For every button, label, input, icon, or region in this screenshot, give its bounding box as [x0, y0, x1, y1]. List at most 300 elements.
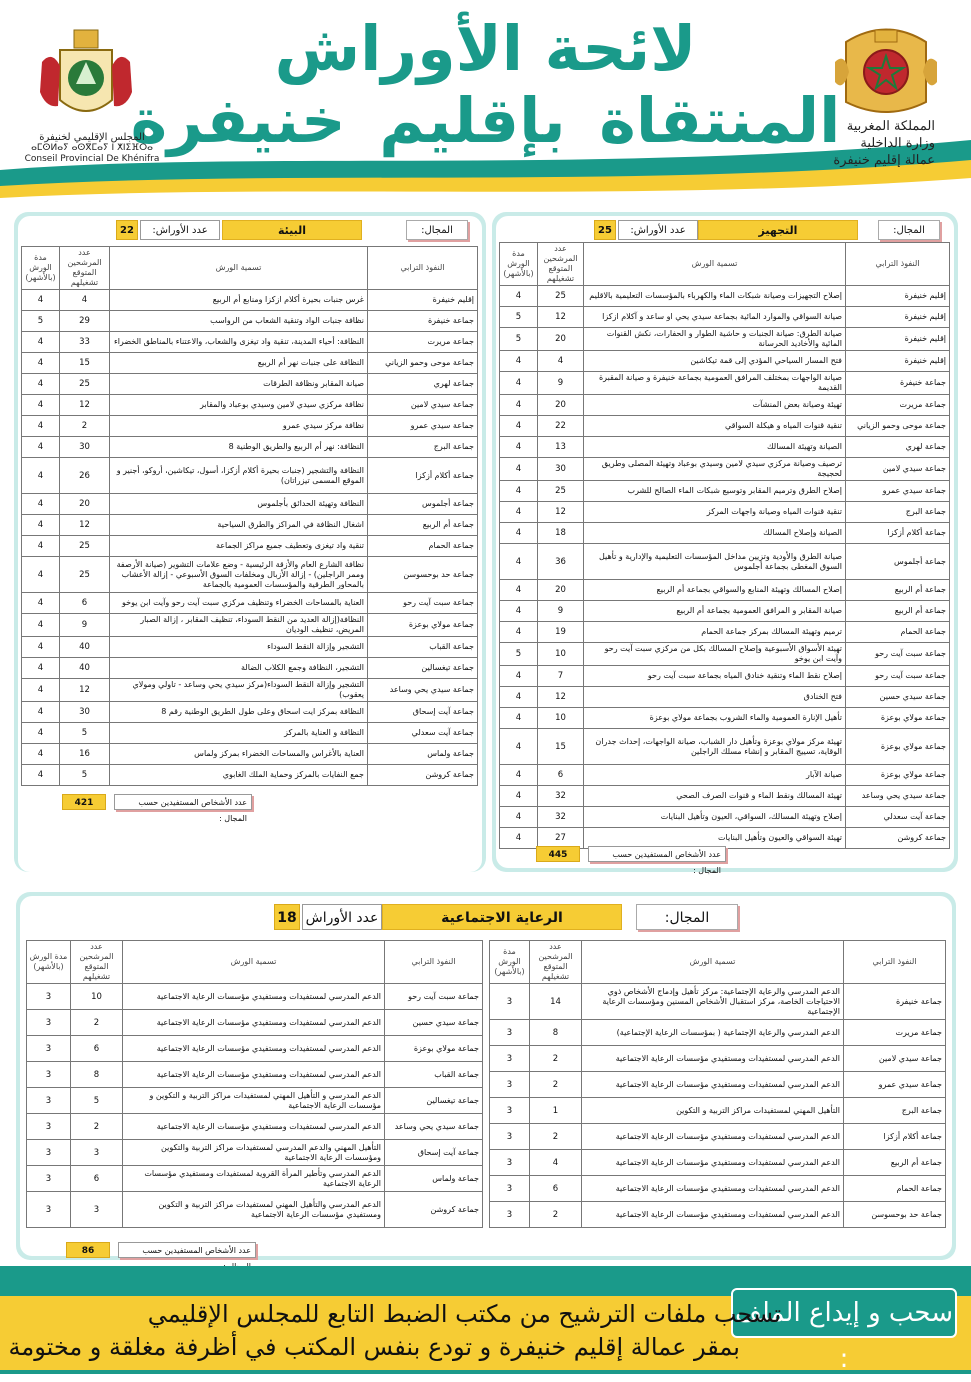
- cell-duration: 3: [27, 1088, 71, 1114]
- cell-commune: جماعة آيت سعدلي: [368, 723, 478, 744]
- cell-commune: جماعة سيدي لامين: [846, 458, 950, 481]
- cell-duration: 5: [500, 307, 538, 328]
- table-row: [22, 765, 478, 786]
- cell-workshop-name: الدعم المدرسي لمستفيدات ومستفيدي مؤسسات الرعاية الاجتماعية: [123, 984, 385, 1010]
- cell-workshop-name: الدعم المدرسي لمستفيدات ومستفيدي مؤسسات الرعاية الاجتماعية: [582, 1072, 844, 1098]
- cell-duration: 4: [22, 437, 60, 458]
- cell-workshop-name: غرس جنبات بحيرة أكلام ازكزا ومنابع أم الربيع: [110, 290, 368, 311]
- cell-duration: 4: [22, 395, 60, 416]
- cell-workshop-name: إصلاح نقط الماء وتنقية خنادق المياه بجماعة سبت آيت رحو: [584, 666, 846, 687]
- cell-workshop-name: الدعم المدرسي لمستفيدات ومستفيدي مؤسسات الرعاية الاجتماعية: [123, 1062, 385, 1088]
- cell-beneficiaries: 2: [60, 416, 110, 437]
- env-total-label: عدد الأشخاص المستفيدين حسب المجال :: [114, 794, 252, 810]
- cell-beneficiaries: 20: [538, 580, 584, 601]
- env-field-name: البيئة: [222, 220, 362, 240]
- cell-duration: 4: [500, 437, 538, 458]
- table-row: [27, 1140, 483, 1166]
- cell-workshop-name: ترصيف وصيانة مركزي سيدي لامين وسيدي بوعباد وتهيئة المصلى وطريق لحجيجة: [584, 458, 846, 481]
- cell-duration: 4: [22, 494, 60, 515]
- table-row: [27, 1114, 483, 1140]
- col-header-beneficiaries: عدد المرشحين المتوقع تشغيلهم: [530, 941, 582, 984]
- col-header-name: تسمية الورش: [582, 941, 844, 984]
- cell-beneficiaries: 40: [60, 658, 110, 679]
- cell-duration: 3: [490, 1098, 530, 1124]
- cell-commune: جماعة حد بوحسوسن: [844, 1202, 946, 1228]
- cell-beneficiaries: 2: [530, 1046, 582, 1072]
- cell-commune: جماعة أجلموس: [368, 494, 478, 515]
- cell-duration: 4: [22, 374, 60, 395]
- table-row: [490, 984, 946, 1020]
- env-total-value: 421: [62, 794, 106, 810]
- cell-commune: جماعة أكلام أزكزا: [368, 458, 478, 494]
- table-row: [22, 395, 478, 416]
- cell-workshop-name: النظافة بمركز ايت اسحاق وعلى طول الطريق الوطنية رقم 8: [110, 702, 368, 723]
- cell-duration: 3: [490, 984, 530, 1020]
- cell-workshop-name: النظافة و العناية بالمركز: [110, 723, 368, 744]
- cell-commune: جماعة أم الربيع: [846, 601, 950, 622]
- cell-beneficiaries: 3: [71, 1192, 123, 1228]
- col-header-name: تسمية الورش: [110, 247, 368, 290]
- cell-workshop-name: اشغال النظافة في المراكز والطرق السياحية: [110, 515, 368, 536]
- table-row: [22, 311, 478, 332]
- table-row: [500, 307, 950, 328]
- col-header-duration: مدة الورش (بالأشهر): [22, 247, 60, 290]
- table-row: [490, 1098, 946, 1124]
- env-count-value: 22: [116, 220, 138, 240]
- cell-commune: إقليم خنيفرة: [368, 290, 478, 311]
- cell-commune: جماعة البرج: [846, 502, 950, 523]
- cell-duration: 4: [22, 702, 60, 723]
- table-row: [500, 544, 950, 580]
- cell-beneficiaries: 2: [71, 1010, 123, 1036]
- footer-text-line1: تسحب ملفات الترشيح من مكتب الضبط التابع للمجلس الإقليمي: [147, 1300, 781, 1328]
- table-row: [500, 328, 950, 351]
- cell-commune: جماعة أم الربيع: [844, 1150, 946, 1176]
- cell-duration: 3: [490, 1020, 530, 1046]
- cell-workshop-name: صيانة المقابر و المرافق العمومية بجماعة أم الربيع: [584, 601, 846, 622]
- cell-duration: 4: [22, 614, 60, 637]
- cell-commune: جماعة سيدي عمرو: [844, 1072, 946, 1098]
- cell-workshop-name: إصلاح وتهيئة المسالك، السواقي، العيون وتأهيل البنايات: [584, 807, 846, 828]
- cell-commune: جماعة سيدي عمرو: [846, 481, 950, 502]
- cell-beneficiaries: 36: [538, 544, 584, 580]
- cell-workshop-name: النظافة على جنبات نهر أم الربيع: [110, 353, 368, 374]
- cell-duration: 4: [500, 286, 538, 307]
- cell-commune: جماعة مريرت: [846, 395, 950, 416]
- table-row: [22, 536, 478, 557]
- infra-field-label: المجال:: [878, 220, 940, 240]
- ministry-line-interior: وزارة الداخلية: [860, 136, 935, 151]
- cell-commune: جماعة ولماس: [385, 1166, 483, 1192]
- cell-beneficiaries: 29: [60, 311, 110, 332]
- cell-beneficiaries: 25: [60, 536, 110, 557]
- cell-workshop-name: إصلاح التجهيزات وصيانة شبكات الماء والكهرباء بالمؤسسات التعليمية بالاقليم: [584, 286, 846, 307]
- col-header-commune: النفوذ الترابي: [846, 243, 950, 286]
- cell-workshop-name: صيانة السواقي والموارد المائية بجماعة سيدي يحي او ساعد و آكلام ازكزا: [584, 307, 846, 328]
- env-count-label: عدد الأوراش:: [140, 220, 220, 240]
- cell-duration: 3: [490, 1202, 530, 1228]
- table-row: [500, 437, 950, 458]
- table-row: [500, 708, 950, 729]
- table-row: [500, 643, 950, 666]
- cell-workshop-name: تهيئة المسالك ونقط الماء و قنوات الصرف الصحي: [584, 786, 846, 807]
- table-row: [22, 744, 478, 765]
- cell-duration: 3: [27, 984, 71, 1010]
- table-row: [500, 416, 950, 437]
- cell-commune: جماعة سيدي يحي وساعد: [846, 786, 950, 807]
- cell-beneficiaries: 4: [538, 351, 584, 372]
- cell-duration: 3: [27, 1192, 71, 1228]
- social-count-label: عدد الأوراش: [302, 904, 382, 930]
- cell-commune: جماعة كروشن: [385, 1192, 483, 1228]
- table-row: [22, 374, 478, 395]
- table-row: [500, 666, 950, 687]
- cell-beneficiaries: 10: [71, 984, 123, 1010]
- table-row: [500, 351, 950, 372]
- cell-beneficiaries: 10: [538, 708, 584, 729]
- cell-workshop-name: الدعم المدرسي لمستفيدات ومستفيدي مؤسسات الرعاية الاجتماعية: [123, 1036, 385, 1062]
- cell-workshop-name: الدعم المدرسي والتأهيل المهني لمستفيدات مراكز التربية و التكوين ومستفيدي مؤسسات الرعاية الاجتماعية: [123, 1192, 385, 1228]
- cell-commune: جماعة مولاي بوعزة: [385, 1036, 483, 1062]
- infra-panel: [496, 216, 954, 875]
- cell-beneficiaries: 26: [60, 458, 110, 494]
- env-field-label: المجال:: [406, 220, 468, 240]
- provincial-council-emblem-icon: [30, 22, 142, 130]
- cell-commune: إقليم خنيفرة: [846, 286, 950, 307]
- table-row: [500, 458, 950, 481]
- table-row: [500, 807, 950, 828]
- cell-workshop-name: العناية بالأغراس والمساحات الخضراء بمركز ولماس: [110, 744, 368, 765]
- footer-submission-label: سحب و إيداع الملف :: [731, 1288, 957, 1338]
- cell-commune: جماعة مولاي بوعزة: [846, 708, 950, 729]
- table-row: [22, 557, 478, 593]
- council-line-arabic: المجلس الإقليمي لخنيفرة: [39, 132, 145, 143]
- cell-duration: 4: [22, 557, 60, 593]
- cell-workshop-name: الدعم المدرسي و التأهيل المهني لمستفيدات مراكز التربية و التكوين و مؤسسات الرعاية الاجتماعية: [123, 1088, 385, 1114]
- cell-workshop-name: التأهيل المهني والدعم المدرسي لمستفيدات مراكز التربية والتكوين ومؤسسات الرعاية الاجتماعية: [123, 1140, 385, 1166]
- cell-beneficiaries: 20: [538, 395, 584, 416]
- cell-beneficiaries: 25: [60, 557, 110, 593]
- cell-commune: جماعة ولماس: [368, 744, 478, 765]
- col-header-commune: النفوذ الترابي: [385, 941, 483, 984]
- cell-beneficiaries: 2: [71, 1114, 123, 1140]
- table-row: [500, 372, 950, 395]
- cell-commune: جماعة موحى وحمو الزياني: [846, 416, 950, 437]
- cell-duration: 4: [500, 786, 538, 807]
- cell-beneficiaries: 22: [538, 416, 584, 437]
- cell-commune: جماعة سيدي حسين: [385, 1010, 483, 1036]
- social-panel: [20, 896, 952, 1256]
- col-header-beneficiaries: عدد المرشحين المتوقع تشغيلهم: [60, 247, 110, 290]
- cell-duration: 4: [500, 687, 538, 708]
- cell-commune: جماعة سبت آيت رحو: [368, 593, 478, 614]
- cell-workshop-name: تأهيل الإنارة العمومية والماء الشروب بجماعة مولاي بوعزة: [584, 708, 846, 729]
- infra-table: [499, 242, 950, 849]
- cell-beneficiaries: 33: [60, 332, 110, 353]
- cell-duration: 4: [500, 828, 538, 849]
- table-row: [490, 1072, 946, 1098]
- social-field-label: المجال:: [636, 904, 738, 930]
- col-header-duration: مدة الورش (بالأشهر): [500, 243, 538, 286]
- cell-duration: 4: [500, 502, 538, 523]
- cell-beneficiaries: 12: [538, 307, 584, 328]
- cell-beneficiaries: 30: [60, 437, 110, 458]
- cell-beneficiaries: 2: [530, 1072, 582, 1098]
- table-row: [27, 1010, 483, 1036]
- cell-commune: جماعة الحمام: [846, 622, 950, 643]
- cell-duration: 3: [490, 1072, 530, 1098]
- cell-workshop-name: صيانة الآبار: [584, 765, 846, 786]
- cell-workshop-name: نظافة الشارع العام والأزقة الرئيسية - وضع علامات التشوير (صيانة الأرصفة وممر الراجلين) - إزالة الأزبال ومخلفات السوق الأسبوعي - إزالة الأعشاب بالمحاور الطرقية والمؤسسات العمومية بالجماعة: [110, 557, 368, 593]
- cell-commune: جماعة مريرت: [368, 332, 478, 353]
- cell-duration: 4: [22, 290, 60, 311]
- table-row: [500, 622, 950, 643]
- page-title-line1: لائحة الأوراش: [274, 12, 697, 85]
- cell-duration: 3: [27, 1166, 71, 1192]
- table-row: [22, 658, 478, 679]
- council-line-french: Conseil Provincial De Khénifra: [24, 154, 160, 164]
- table-row: [500, 601, 950, 622]
- cell-beneficiaries: 12: [538, 502, 584, 523]
- table-row: [27, 1166, 483, 1192]
- cell-duration: 4: [22, 744, 60, 765]
- cell-commune: جماعة تيغسالين: [385, 1088, 483, 1114]
- cell-commune: جماعة مولاي بوعزة: [846, 765, 950, 786]
- cell-duration: 4: [22, 536, 60, 557]
- table-row: [500, 395, 950, 416]
- cell-duration: 4: [500, 481, 538, 502]
- cell-commune: جماعة سبت آيت رحو: [385, 984, 483, 1010]
- table-row: [27, 1192, 483, 1228]
- cell-workshop-name: الدعم المدرسي لمستفيدات ومستفيدي مؤسسات الرعاية الاجتماعية: [582, 1202, 844, 1228]
- cell-beneficiaries: 6: [530, 1176, 582, 1202]
- cell-duration: 4: [22, 515, 60, 536]
- cell-workshop-name: تنقية واد تيغزى وتعطيف جميع مراكز الجماعة: [110, 536, 368, 557]
- col-header-commune: النفوذ الترابي: [368, 247, 478, 290]
- kingdom-coat-of-arms-icon: [831, 22, 941, 120]
- cell-duration: 4: [500, 416, 538, 437]
- table-row: [490, 1046, 946, 1072]
- cell-workshop-name: صيانة الواجهات بمختلف المرافق العمومية بجماعة خنيفرة و صيانة المقبرة القديمة: [584, 372, 846, 395]
- cell-beneficiaries: 8: [530, 1020, 582, 1046]
- cell-beneficiaries: 6: [538, 765, 584, 786]
- cell-beneficiaries: 32: [538, 807, 584, 828]
- cell-workshop-name: تهيئة الأسواق الأسبوعية وإصلاح المسالك بكل من مركزي سبت آيت رحو وآيت ابن يوخو: [584, 643, 846, 666]
- table-row: [22, 290, 478, 311]
- cell-duration: 4: [500, 807, 538, 828]
- social-table-right: [489, 940, 946, 1228]
- cell-commune: جماعة كروشن: [368, 765, 478, 786]
- cell-duration: 3: [27, 1010, 71, 1036]
- env-panel: [18, 216, 482, 872]
- cell-beneficiaries: 4: [60, 290, 110, 311]
- cell-workshop-name: النظافة وتهيئة الحدائق بأجلموس: [110, 494, 368, 515]
- cell-duration: 4: [500, 395, 538, 416]
- cell-duration: 4: [500, 708, 538, 729]
- table-row: [500, 580, 950, 601]
- table-row: [500, 286, 950, 307]
- table-row: [500, 523, 950, 544]
- cell-duration: 4: [22, 765, 60, 786]
- cell-workshop-name: تنقية قنوات المياه و هيكلة السواقي: [584, 416, 846, 437]
- cell-beneficiaries: 20: [538, 328, 584, 351]
- table-row: [500, 687, 950, 708]
- cell-workshop-name: تنقية قنوات المياه وصيانة واجهات المركز: [584, 502, 846, 523]
- cell-commune: جماعة موحى وحمو الزياني: [368, 353, 478, 374]
- cell-commune: جماعة الحمام: [844, 1176, 946, 1202]
- cell-workshop-name: صيانة الطرق: صيانة الجنبات و حاشية الطوار و الحفارات، نكش القنوات المائية والأخاديد الحرسانة: [584, 328, 846, 351]
- col-header-commune: النفوذ الترابي: [844, 941, 946, 984]
- cell-beneficiaries: 2: [530, 1124, 582, 1150]
- cell-commune: جماعة أم الربيع: [846, 580, 950, 601]
- cell-workshop-name: تهيئة مركز مولاي بوعزة وتأهيل دار الشباب، صيانة الواجهات، إحداث جدران الوقاية، تسييج المقابر و إنشاء مسلك الراجلين: [584, 729, 846, 765]
- cell-duration: 4: [22, 458, 60, 494]
- table-row: [500, 786, 950, 807]
- table-row: [500, 481, 950, 502]
- cell-workshop-name: العناية بالمساحات الخضراء وتنظيف مركزي سبت آيت رحو وآيت ابن يوخو: [110, 593, 368, 614]
- ministry-line-kingdom: المملكة المغربية: [846, 119, 935, 134]
- cell-beneficiaries: 25: [538, 481, 584, 502]
- cell-beneficiaries: 18: [538, 523, 584, 544]
- cell-commune: جماعة سيدي يحي وساعد: [385, 1114, 483, 1140]
- table-row: [22, 494, 478, 515]
- cell-beneficiaries: 4: [530, 1150, 582, 1176]
- cell-duration: 4: [22, 593, 60, 614]
- cell-commune: جماعة البرج: [368, 437, 478, 458]
- table-row: [27, 1062, 483, 1088]
- cell-beneficiaries: 12: [60, 679, 110, 702]
- social-count-value: 18: [274, 904, 300, 930]
- cell-duration: 4: [22, 637, 60, 658]
- cell-beneficiaries: 8: [71, 1062, 123, 1088]
- cell-workshop-name: النظافة: نهر أم الربيع والطريق الوطنية 8: [110, 437, 368, 458]
- table-row: [22, 637, 478, 658]
- table-row: [22, 332, 478, 353]
- cell-beneficiaries: 5: [60, 723, 110, 744]
- cell-workshop-name: نظافة مركز سيدي عمرو: [110, 416, 368, 437]
- social-field-name: الرعاية الاجتماعية: [382, 904, 622, 930]
- cell-workshop-name: الدعم المدرسي والرعاية الإجتماعية ( بمؤسسات الرعاية الإجتماعية): [582, 1020, 844, 1046]
- cell-workshop-name: التشجير وإزالة النقط السوداء(مركز سيدي يحي وساعد - تاولي ومولاي يعقوب): [110, 679, 368, 702]
- cell-duration: 4: [22, 723, 60, 744]
- table-row: [27, 1036, 483, 1062]
- cell-commune: جماعة آيت سعدلي: [846, 807, 950, 828]
- cell-beneficiaries: 27: [538, 828, 584, 849]
- cell-beneficiaries: 1: [530, 1098, 582, 1124]
- cell-workshop-name: التأهيل المهني لمستفيدات مراكز التربية و التكوين: [582, 1098, 844, 1124]
- cell-commune: جماعة أكلام أزكزا: [846, 523, 950, 544]
- cell-duration: 4: [500, 729, 538, 765]
- cell-duration: 4: [500, 523, 538, 544]
- col-header-beneficiaries: عدد المرشحين المتوقع تشغيلهم: [538, 243, 584, 286]
- cell-workshop-name: إصلاح المسالك وتهيئة المنابع والسواقي بجماعة أم الربيع: [584, 580, 846, 601]
- cell-workshop-name: الدعم المدرسي وتأطير المرأة القروية لمستفيدات ومستفيدي مؤسسات الرعاية الاجتماعية: [123, 1166, 385, 1192]
- infra-count-label: عدد الأوراش:: [618, 220, 698, 240]
- cell-workshop-name: النظافة(إزالة العديد من النقط السوداء، تنظيف المقابر ، إزالة الصبار المريض، تنظيف الوديان: [110, 614, 368, 637]
- cell-beneficiaries: 30: [60, 702, 110, 723]
- cell-workshop-name: الدعم المدرسي والرعاية الإجتماعية: مركز تأهيل وإدماج الأشخاص ذوي الاحتياجات الخاصة، مركز استقبال الأشخاص المسنين ومؤسسات الرعاية الإجتماعية: [582, 984, 844, 1020]
- cell-workshop-name: الدعم المدرسي لمستفيدات ومستفيدي مؤسسات الرعاية الاجتماعية: [582, 1176, 844, 1202]
- table-row: [22, 679, 478, 702]
- ministry-text-block: [815, 118, 935, 169]
- cell-workshop-name: الدعم المدرسي لمستفيدات ومستفيدي مؤسسات الرعاية الاجتماعية: [123, 1114, 385, 1140]
- cell-workshop-name: جمع النفايات بالمركز وحماية الملك الغابوي: [110, 765, 368, 786]
- cell-commune: جماعة مولاي بوعزة: [846, 729, 950, 765]
- cell-commune: جماعة القباب: [385, 1062, 483, 1088]
- cell-workshop-name: إصلاح الطرق وترميم المقابر وتوسيع شبكات الماء الصالح للشرب: [584, 481, 846, 502]
- col-header-duration: مدة الورش (بالأشهر): [27, 941, 71, 984]
- cell-commune: جماعة مولاي بوعزة: [368, 614, 478, 637]
- social-table-left: [26, 940, 483, 1228]
- cell-beneficiaries: 14: [530, 984, 582, 1020]
- table-row: [22, 353, 478, 374]
- cell-beneficiaries: 2: [530, 1202, 582, 1228]
- table-row: [22, 515, 478, 536]
- table-row: [490, 1020, 946, 1046]
- cell-workshop-name: صيانة الطرق والأودية وتزيين مداخل المؤسسات التعليمية والإدارية و تأهيل السوق المغطى بجماعة أجلموس: [584, 544, 846, 580]
- cell-workshop-name: الصيانة وإصلاح المسالك: [584, 523, 846, 544]
- social-total-value: 86: [66, 1242, 110, 1258]
- cell-commune: جماعة سيدي يحي وساعد: [368, 679, 478, 702]
- env-table: [21, 246, 478, 786]
- cell-workshop-name: الدعم المدرسي لمستفيدات ومستفيدي مؤسسات الرعاية الاجتماعية: [582, 1046, 844, 1072]
- cell-commune: جماعة سيدي حسين: [846, 687, 950, 708]
- cell-beneficiaries: 5: [71, 1088, 123, 1114]
- cell-beneficiaries: 6: [71, 1036, 123, 1062]
- cell-commune: جماعة القباب: [368, 637, 478, 658]
- social-total-row: [66, 1242, 266, 1258]
- cell-beneficiaries: 25: [538, 286, 584, 307]
- cell-duration: 3: [27, 1140, 71, 1166]
- cell-commune: جماعة لهري: [846, 437, 950, 458]
- infra-field-name: التجهيز: [698, 220, 858, 240]
- cell-duration: 4: [22, 658, 60, 679]
- cell-commune: جماعة سيدي لامين: [844, 1046, 946, 1072]
- table-row: [22, 614, 478, 637]
- cell-beneficiaries: 3: [71, 1140, 123, 1166]
- cell-beneficiaries: 15: [538, 729, 584, 765]
- cell-commune: جماعة تيغسالين: [368, 658, 478, 679]
- cell-beneficiaries: 25: [60, 374, 110, 395]
- cell-commune: جماعة سبت آيت رحو: [846, 666, 950, 687]
- cell-beneficiaries: 9: [60, 614, 110, 637]
- cell-workshop-name: النظافة والتشجير (جنبات بحيرة أكلام أزكزا، أسول، تيكاشين، أروكو، أجنير و الموقع المسمى تيزراتان): [110, 458, 368, 494]
- page-header: [0, 0, 971, 200]
- cell-workshop-name: تهيئة السواقي والعيون وتأهيل البنايات: [584, 828, 846, 849]
- ministry-line-province: عمالة إقليم خنيفرة: [833, 153, 935, 168]
- table-row: [490, 1202, 946, 1228]
- cell-commune: إقليم خنيفرة: [846, 328, 950, 351]
- cell-commune: جماعة خنيفرة: [368, 311, 478, 332]
- cell-workshop-name: الدعم المدرسي لمستفيدات ومستفيدي مؤسسات الرعاية الاجتماعية: [582, 1124, 844, 1150]
- cell-beneficiaries: 6: [60, 593, 110, 614]
- cell-commune: جماعة أكلام أزكزا: [844, 1124, 946, 1150]
- table-row: [22, 416, 478, 437]
- cell-duration: 3: [27, 1036, 71, 1062]
- table-row: [22, 437, 478, 458]
- col-header-duration: مدة الورش (بالأشهر): [490, 941, 530, 984]
- cell-beneficiaries: 32: [538, 786, 584, 807]
- cell-duration: 4: [500, 622, 538, 643]
- cell-beneficiaries: 20: [60, 494, 110, 515]
- cell-commune: جماعة حد بوحسوسن: [368, 557, 478, 593]
- cell-duration: 4: [500, 601, 538, 622]
- cell-workshop-name: التشجير وإزالة النقط السوداء: [110, 637, 368, 658]
- cell-beneficiaries: 10: [538, 643, 584, 666]
- table-row: [27, 1088, 483, 1114]
- cell-duration: 4: [500, 351, 538, 372]
- infra-total-label: عدد الأشخاص المستفيدين حسب المجال :: [588, 846, 726, 862]
